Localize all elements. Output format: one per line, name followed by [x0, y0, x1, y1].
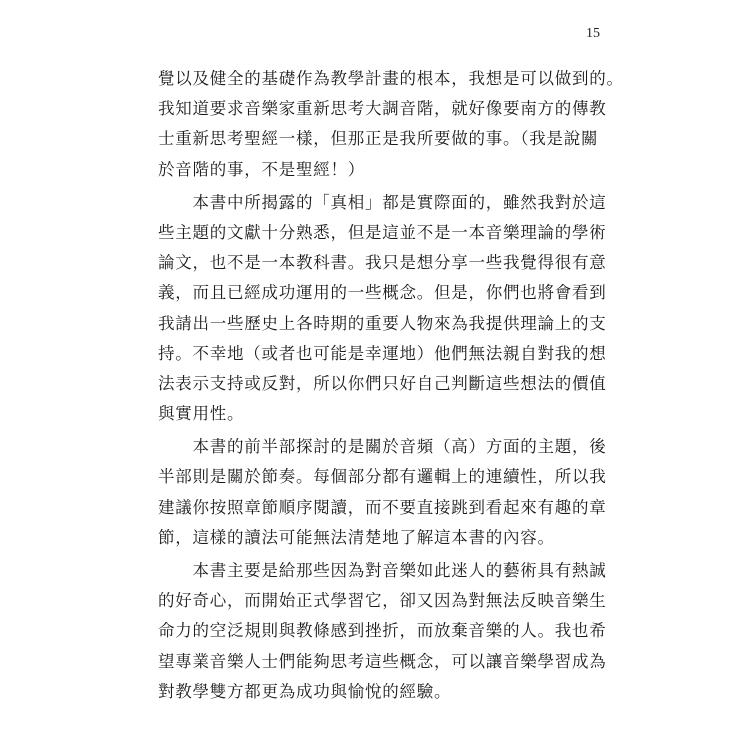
text-line: 論文，也不是一本教科書。我只是想分享一些我覺得很有意 [158, 253, 607, 273]
text-line: 於音階的事，不是聖經！） [158, 159, 365, 179]
text-line: 與實用性。 [158, 404, 245, 424]
text-line: 本書的前半部探討的是關於音頻（高）方面的主題，後 [158, 437, 607, 457]
text-line: 本書中所揭露的「真相」都是實際面的，雖然我對於這 [158, 192, 607, 212]
text-line: 覺以及健全的基礎作為教學計畫的根本，我想是可以做到的。 [158, 69, 624, 88]
text-line: 望專業音樂人士們能夠思考這些概念，可以讓音樂學習成為 [158, 651, 607, 671]
text-line: 些主題的文獻十分熟悉，但是這並不是一本音樂理論的學術 [158, 222, 607, 242]
text-line: 半部則是關於節奏。每個部分都有邏輯上的連續性，所以我 [158, 467, 607, 487]
text-line: 本書主要是給那些因為對音樂如此迷人的藝術具有熱誠 [158, 561, 607, 580]
text-line: 義，而且已經成功運用的一些概念。但是，你們也將會看到 [158, 283, 607, 303]
page-number: 15 [586, 26, 600, 41]
text-line: 節，這樣的讀法可能無法清楚地了解這本書的內容。 [158, 527, 555, 547]
page-body [158, 64, 624, 707]
text-line: 我請出一些歷史上各時期的重要人物來為我提供理論上的支 [158, 313, 607, 333]
text-line: 對教學雙方都更為成功與愉悅的經驗。 [158, 681, 452, 701]
paragraph-3 [158, 432, 607, 553]
text-line: 持。不幸地（或者也可能是幸運地）他們無法親自對我的想 [158, 343, 607, 363]
paragraph-2 [158, 188, 607, 430]
text-line: 士重新思考聖經一樣，但那正是我所要做的事。（我是說關 [158, 129, 599, 149]
text-line: 建議你按照章節順序閱讀，而不要直接跳到看起來有趣的章 [158, 497, 607, 517]
text-line: 我知道要求音樂家重新思考大調音階，就好像要南方的傳教 [158, 99, 607, 119]
text-line: 法表示支持或反對，所以你們只好自己判斷這些想法的價值 [158, 373, 607, 393]
text-line: 的好奇心，而開始正式學習它，卻又因為對無法反映音樂生 [158, 591, 607, 611]
text-line: 命力的空泛規則與教條感到挫折，而放棄音樂的人。我也希 [158, 621, 607, 641]
paragraph-1 [158, 64, 624, 185]
paragraph-4 [158, 556, 607, 707]
